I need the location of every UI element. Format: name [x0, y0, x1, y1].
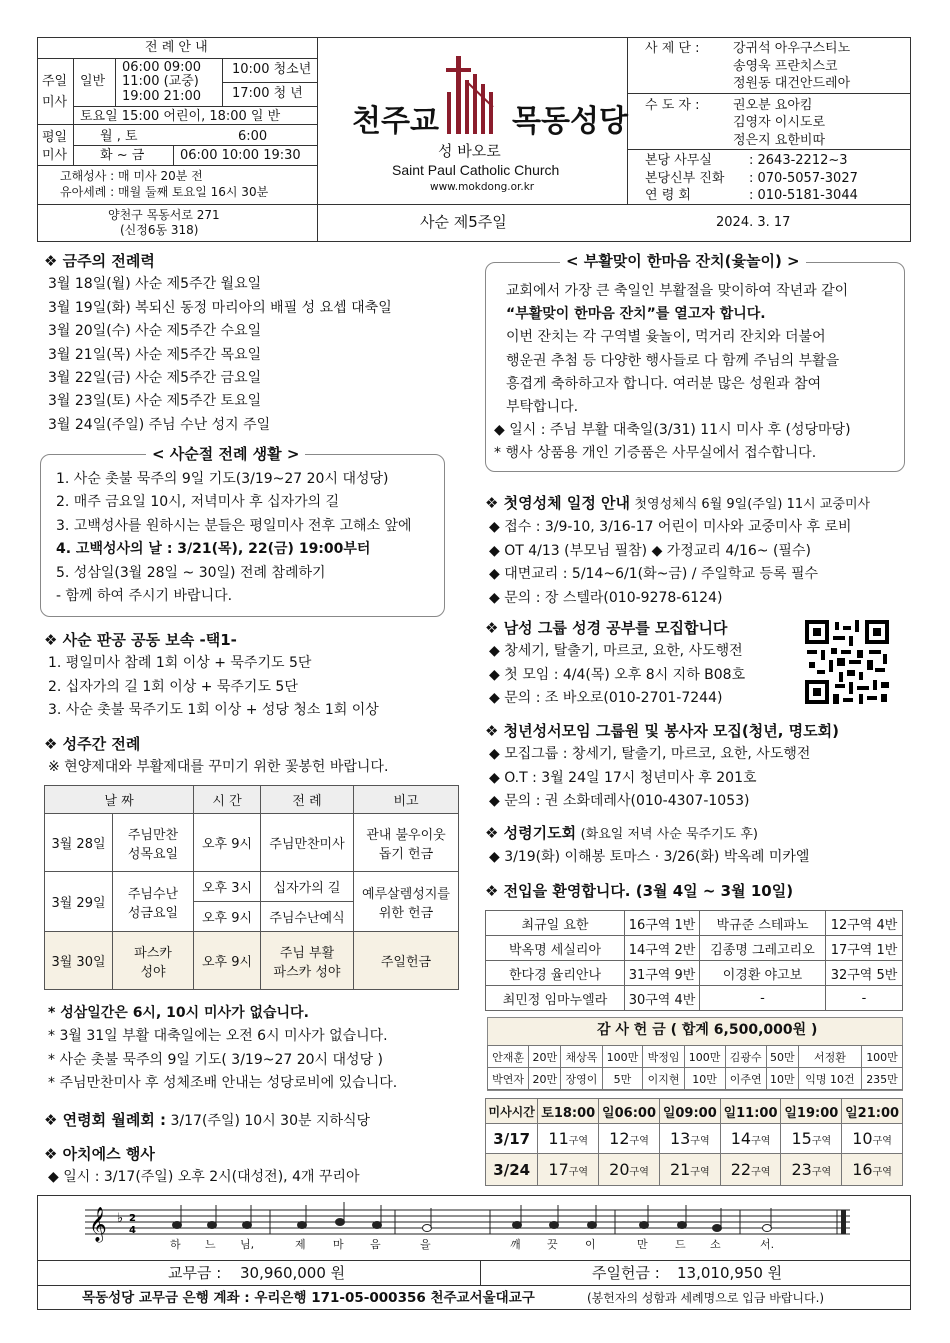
music-note	[763, 1225, 772, 1232]
bank-note: (봉헌자의 성함과 세례명으로 입금 바랍니다.)	[587, 1291, 825, 1305]
yeonhap-text: 3/17(주일) 10시 30분 지하식당	[170, 1113, 371, 1129]
music-note	[513, 1222, 522, 1229]
staff-row: 송영욱 프란치스코	[733, 58, 838, 74]
aci-heading: ❖ 아치에스 행사	[44, 1145, 155, 1163]
col-header: 전 례	[261, 786, 354, 814]
svg-text:4: 4	[129, 1225, 136, 1236]
treble-clef-icon: 𝄞	[89, 1207, 107, 1242]
list-item: ◆ 문의 : 권 소화데레사(010-4307-1053)	[489, 793, 750, 810]
staff-row: 김영자 이시도로	[733, 115, 826, 130]
church-name-left: 천주교	[352, 104, 439, 139]
list-item: 5. 성삼일(3월 28일 ~ 30일) 전례 참례하기	[56, 564, 326, 581]
youth-mass: 10:00 청소년	[232, 62, 312, 77]
welcome-table	[485, 910, 903, 1011]
table-row: 3/17 11구역 12구역 13구역 14구역 15구역 10구역	[486, 1124, 903, 1154]
music-note	[423, 1225, 432, 1232]
note-item: * 사순 촛불 묵주의 9일 기도( 3/19~27 20시 대성당 )	[48, 1051, 384, 1068]
list-item: ◆ 첫 모임 : 4/4(목) 오후 8시 지하 B08호	[489, 666, 746, 683]
col-header: 비고	[354, 786, 459, 814]
indulgence-section	[44, 629, 379, 723]
svg-text:2: 2	[129, 1213, 136, 1224]
table-row: 3월 29일 주님수난 성금요일 오후 3시 십자가의 길 예루살렘성지를 위한 헌금	[45, 872, 459, 902]
qr-code-icon[interactable]	[805, 620, 889, 704]
holy-week-table	[44, 785, 459, 990]
table-row: 오후 9시 주님수난예식	[45, 902, 459, 932]
music-note	[640, 1222, 649, 1229]
list-item: ◆ 문의 : 조 바오로(010-2701-7244)	[489, 690, 723, 707]
list-item: ◆ 모집그룹 : 창세기, 탈출기, 마르코, 요한, 사도행전	[489, 746, 811, 763]
fund-value: 30,960,000 원	[240, 1264, 346, 1282]
church-logo-icon	[438, 52, 508, 137]
list-item: 3월 20일(수) 사순 제5주간 수요일	[48, 323, 262, 340]
list-item: ◆ 문의 : 장 스텔라(010-9278-6124)	[489, 589, 723, 606]
sunday-times-1: 06:00 09:00	[122, 60, 202, 75]
welcome-heading: ❖ 전입을 환영합니다. (3월 4일 ~ 3월 10일)	[485, 882, 794, 900]
staff-row: 정은지 요한비따	[733, 132, 826, 148]
men-bible-heading: ❖ 남성 그룹 성경 공부를 모집합니다	[485, 619, 728, 637]
spirit-heading: ❖ 성령기도회	[485, 824, 577, 842]
staff-list	[645, 40, 850, 149]
men-bible-section	[485, 617, 745, 711]
note-item: * 주님만찬미사 후 성체조배 안내는 성당로비에 있습니다.	[48, 1075, 398, 1092]
holy-week-section	[44, 733, 388, 780]
bank-account: 목동성당 교무금 은행 계좌 : 우리은행 171-05-000356 천주교서울대교구	[82, 1290, 535, 1306]
list-item: 1. 사순 촛불 묵주의 9일 기도(3/19~27 20시 대성당)	[56, 471, 389, 487]
music-note	[243, 1222, 252, 1229]
english-name: Saint Paul Catholic Church	[392, 162, 560, 178]
sunday-offering-value: 13,010,950 원	[677, 1264, 783, 1282]
list-item: 2. 매주 금요일 10시, 저녁미사 후 십자가의 길	[56, 494, 340, 511]
easter-heading: < 부활맞이 한마음 잔치(윷놀이) >	[560, 250, 806, 271]
yeonhap-section	[44, 1109, 370, 1133]
sunday-offering-label: 주일헌금 :	[592, 1264, 660, 1282]
spirit-section: ❖ 성령기도회 (화요일 저녁 사순 묵주기도 후) ◆ 3/19(화) 이해봉 토마스 · 3/26(화) 박옥례 미카엘	[485, 822, 809, 870]
confession-info: 고해성사 : 매 미사 20분 전	[60, 169, 203, 183]
address-line2: (신정6동 318)	[120, 223, 199, 237]
staff-row: 사 제 단 : 강귀석 아우구스티노	[645, 41, 851, 56]
patron-saint: 성 바오로	[438, 142, 501, 160]
list-item: 3월 21일(목) 사순 제5주간 목요일	[48, 346, 262, 363]
table-row: 한다경 율리안나 31구역 9반 이경환 야고보 32구역 5반	[486, 961, 903, 986]
table-row: 3월 28일 주님만찬 성목요일 오후 9시 주님만찬미사 관내 불우이웃 돕기 헌금	[45, 814, 459, 872]
col-header: 시 간	[194, 786, 261, 814]
lyrics-row: 하 느 님, 제 마 음 을 깨 끗 이 만 드 소 서.	[170, 1238, 775, 1251]
col-header: 날 짜	[45, 786, 194, 814]
general-label: 일반	[80, 74, 106, 89]
holy-week-note: ※ 현양제대와 부활제대를 꾸미기 위한 꽃봉헌 바랍니다.	[48, 759, 389, 776]
donation-table	[487, 1045, 903, 1090]
lent-list	[56, 468, 412, 608]
youth-bible-heading: ❖ 청년성서모임 그룹원 및 봉사자 모집(청년, 명도회)	[485, 722, 839, 740]
table-row: 안재훈 20만 채상목 100만 박정임 100만 김광수 50만 서정환 100만	[488, 1046, 903, 1068]
list-item: 2. 십자가의 길 1회 이상 + 묵주기도 5단	[48, 678, 298, 695]
table-row: 최규일 요한 16구역 1반 박규준 스테파노 12구역 4반	[486, 911, 903, 936]
aci-section	[44, 1143, 360, 1190]
table-row: 박옥명 세실리아 14구역 2반 김종명 그레고리오 17구역 1반	[486, 936, 903, 961]
young-adult-mass: 17:00 청 년	[232, 86, 303, 101]
sunday-times-2: 11:00 (교중)	[122, 74, 199, 89]
music-note	[173, 1222, 182, 1229]
yeonhap-heading: ❖ 연령회 월례회 :	[44, 1111, 167, 1129]
liturgical-day: 사순 제5주일	[420, 213, 507, 231]
list-item: 3월 24일(주일) 주님 수난 성지 주일	[48, 416, 271, 433]
list-item: 3월 18일(월) 사순 제5주간 월요일	[48, 276, 262, 293]
table-row: 3월 30일 파스카 성야 오후 9시 주님 부활 파스카 성야 주일헌금	[45, 932, 459, 990]
holy-week-notes	[48, 1002, 397, 1096]
music-note	[208, 1222, 217, 1229]
list-item: 3월 19일(화) 복되신 동정 마리아의 배필 성 요셉 대축일	[48, 299, 392, 316]
saturday-mass: 토요일 15:00 어린이, 18:00 일 반	[80, 109, 281, 124]
aci-text: ◆ 일시 : 3/17(주일) 오후 2시(대성전), 4개 꾸리아	[48, 1169, 360, 1186]
music-note	[373, 1222, 382, 1229]
table-row: 박연자 20만 장영이 5만 이지현 10만 이주연 10만 익명 10건 235만	[488, 1068, 903, 1090]
table-row: 3/24 17구역 20구역 21구역 22구역 23구역 16구역	[486, 1154, 903, 1186]
list-item: 1. 평일미사 참례 1회 이상 + 묵주기도 5단	[48, 655, 312, 672]
music-note	[550, 1222, 559, 1229]
list-item: ◆ 접수 : 3/9-10, 3/16-17 어린이 미사와 교중미사 후 로비	[489, 519, 852, 536]
music-note	[298, 1222, 307, 1229]
weekday-mass-label: 평일 미사	[42, 130, 68, 164]
list-item: 3. 사순 촛불 묵주기도 1회 이상 + 성당 청소 1회 이상	[48, 702, 379, 719]
welcome-section	[485, 880, 793, 903]
note-item: * 성삼일간은 6시, 10시 미사가 없습니다.	[48, 1005, 309, 1021]
communion-section: ❖ 첫영성체 일정 안내 첫영성체식 6월 9일(주일) 11시 교중미사 ◆ 접수 : 3/9-10, 3/16-17 어린이 미사와 교중미사 후 로비 ◆ OT 4/13 (부모님 필참) ◆ 가정교리 4/16~ (필수) ◆ 대면교리 : 5/14~6/1(화~금) / 주일학교 등록 필수 ◆ 문의 : 장 스텔라(010-9278-6124)	[485, 492, 870, 610]
list-item: - 함께 하여 주시기 바랍니다.	[56, 588, 233, 605]
fund-label: 교무금 :	[168, 1264, 222, 1282]
staff-row: 정원동 대건안드레아	[733, 76, 851, 91]
mass-duty-table	[485, 1098, 903, 1186]
contact-row: 연 령 회 : 010-5181-3044	[645, 188, 858, 203]
liturgy-week-section	[44, 250, 392, 437]
donation-title: 감 사 헌 금 ( 합계 6,500,000원 )	[597, 1022, 818, 1038]
weekday-row1-days: 월 , 토	[100, 129, 138, 144]
weekday-row1-time: 6:00	[238, 129, 268, 144]
mass-guide-title: 전 례 안 내	[145, 40, 208, 55]
contact-list	[645, 152, 858, 205]
sunday-times-3: 19:00 21:00	[122, 89, 202, 104]
contact-row: 본당신부 진화 : 070-5057-3027	[645, 170, 858, 186]
list-item: 3월 23일(토) 사순 제5주간 토요일	[48, 393, 262, 410]
list-item: ◆ 대면교리 : 5/14~6/1(화~금) / 주일학교 등록 필수	[489, 566, 819, 583]
list-item: 3. 고백성사를 원하시는 분들은 평일미사 전후 고해소 앞에	[56, 517, 412, 534]
music-note	[336, 1219, 345, 1226]
music-note	[678, 1222, 687, 1229]
note-item: * 3월 31일 부활 대축일에는 오전 6시 미사가 없습니다.	[48, 1028, 388, 1045]
liturgy-week-heading: ❖ 금주의 전례력	[44, 252, 155, 270]
address-line1: 양천구 목동서로 271	[108, 208, 220, 222]
youth-bible-section	[485, 720, 839, 814]
staff-row: 수 도 자 : 권오분 요아킴	[645, 97, 813, 113]
table-row: 미사시간 토18:00 일06:00 일09:00 일11:00 일19:00 일21:00	[486, 1099, 903, 1124]
weekday-row2-days: 화 ~ 금	[100, 148, 145, 163]
contact-row: 본당 사무실 : 2643-2212~3	[645, 153, 848, 168]
list-item: 3월 22일(금) 사순 제5주간 금요일	[48, 370, 262, 387]
sunday-mass-label: 주일 미사	[42, 74, 68, 110]
baptism-info: 유아세례 : 매월 둘째 토요일 16시 30분	[60, 185, 269, 199]
list-item: 4. 고백성사의 날 : 3/21(목), 22(금) 19:00부터	[56, 541, 371, 558]
communion-heading: ❖ 첫영성체 일정 안내	[485, 494, 631, 512]
list-item: ◆ OT 4/13 (부모님 필참) ◆ 가정교리 4/16~ (필수)	[489, 542, 811, 559]
church-name-right: 목동성당	[512, 104, 628, 139]
indulgence-heading: ❖ 사순 판공 공동 보속 -택1-	[44, 631, 237, 649]
music-note	[713, 1225, 722, 1232]
list-item: ◆ 창세기, 탈출기, 마르코, 요한, 사도행전	[489, 643, 743, 660]
bulletin-date: 2024. 3. 17	[716, 215, 791, 230]
weekday-row2-time: 06:00 10:00 19:30	[180, 148, 301, 163]
holy-week-heading: ❖ 성주간 전례	[44, 735, 141, 753]
list-item: ◆ O.T : 3월 24일 17시 청년미사 후 201호	[489, 769, 757, 786]
table-row: 최민정 임마누엘라 30구역 4반 - -	[486, 986, 903, 1011]
lent-heading: < 사순절 전례 생활 >	[146, 443, 305, 464]
website-url[interactable]: www.mokdong.or.kr	[430, 181, 535, 193]
easter-text: 교회에서 가장 큰 축일인 부활절을 맞이하여 작년과 같이 “부활맞이 한마음 잔치”를 열고자 합니다. 이번 잔치는 각 구역별 윷놀이, 먹거리 잔치와 더불어 행운권 추첨 등 다양한 행사들로 다 함께 주님의 부활을 흥겹게 축하하고자 합니다. 여러분 많은 성원과 참여 부탁합니다. ◆ 일시 : 주님 부활 대축일(3/31) 11시 미사 후 (성당마당) * 행사 상품용 개인 기증품은 사무실에서 접수합니다.	[494, 283, 851, 462]
list-item: ◆ 3/19(화) 이해봉 토마스 · 3/26(화) 박옥례 미카엘	[489, 849, 810, 866]
svg-text:♭: ♭	[117, 1211, 124, 1226]
music-note	[588, 1222, 597, 1229]
